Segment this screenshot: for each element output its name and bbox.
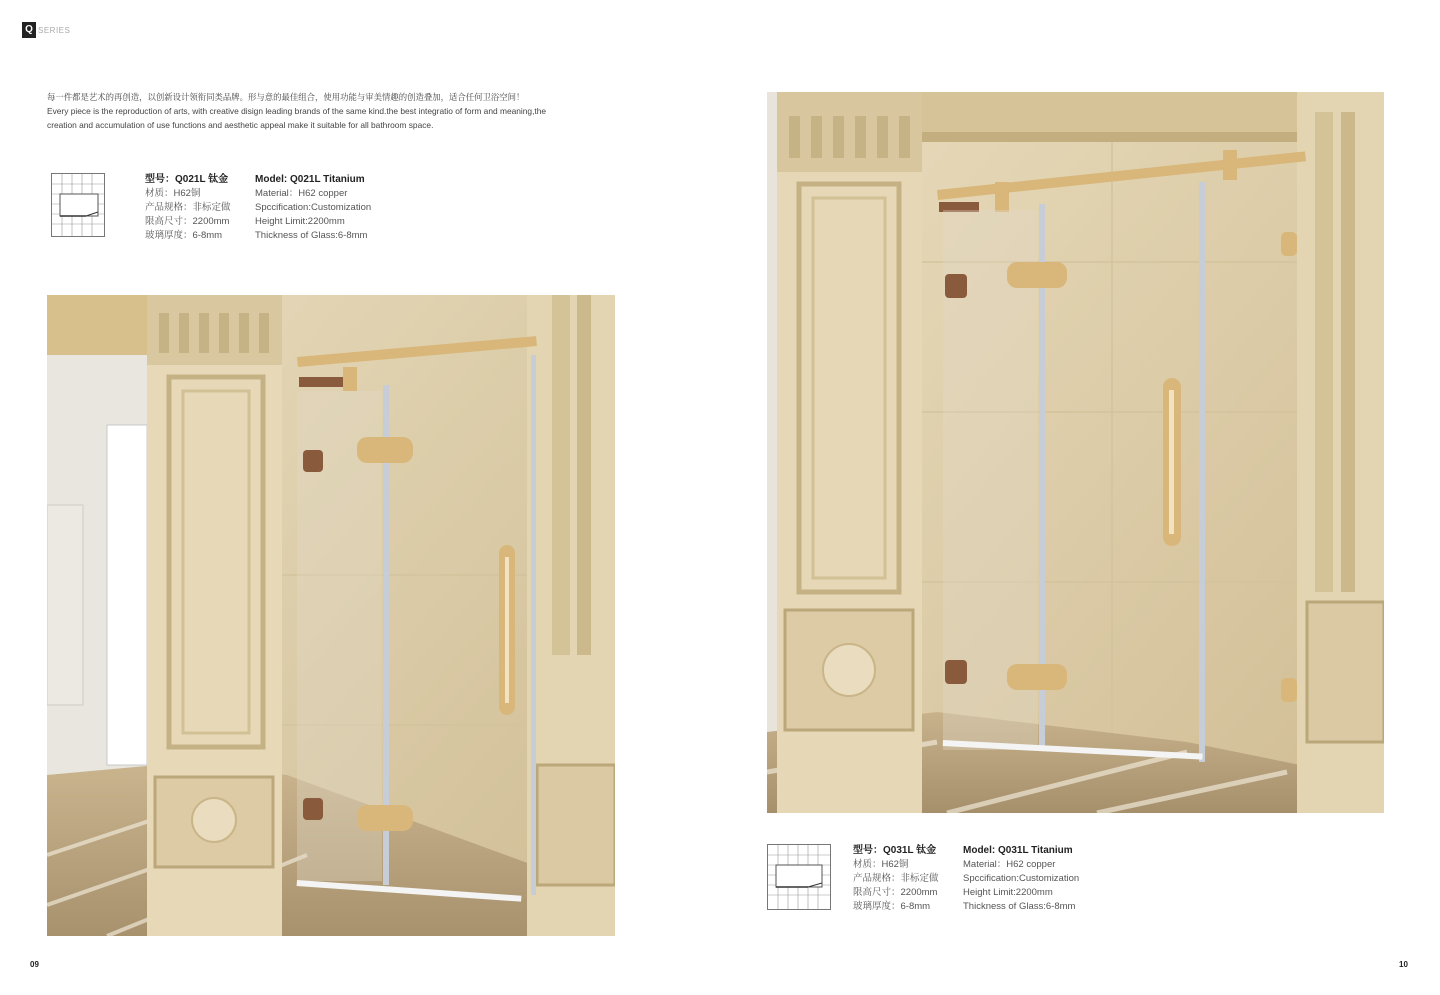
material-en: Material：H62 copper (255, 188, 348, 199)
shower-photo-q031l (767, 92, 1384, 813)
material-en: Material：H62 copper (963, 859, 1056, 870)
page-number-left: 09 (30, 960, 39, 969)
spec-en: Spccification:Customization (963, 873, 1080, 884)
spec-cn: 产品规格：非标定做 (853, 873, 939, 884)
intro-text (47, 90, 567, 132)
series-tag (22, 22, 70, 38)
height-en: Height Limit:2200mm (255, 216, 345, 227)
material-cn: 材质：H62铜 (145, 188, 201, 199)
product-spec-q031l (767, 844, 1079, 914)
series-word: SERIES (38, 25, 71, 35)
intro-en: Every piece is the reproduction of arts, with creative disign leading brands of the same kind.the best integratio of form and meaning,the creation and accumulation of use functions and aesthetic appeal make it suitable for all bathroom space. (47, 106, 547, 130)
shower-photo-q021l (47, 295, 615, 936)
product-title-en: Model: Q031L Titanium (963, 845, 1073, 856)
height-cn: 限高尺寸：2200mm (853, 887, 938, 898)
height-en: Height Limit:2200mm (963, 887, 1053, 898)
product-title-cn: 型号：Q031L 钛金 (853, 845, 937, 856)
page-number-right: 10 (1399, 960, 1408, 969)
series-badge: Q (22, 22, 36, 38)
glass-cn: 玻璃厚度：6-8mm (853, 901, 931, 912)
glass-cn: 玻璃厚度：6-8mm (145, 230, 223, 241)
shower-layout-icon (51, 173, 105, 237)
glass-en: Thickness of Glass:6-8mm (963, 901, 1076, 912)
glass-en: Thickness of Glass:6-8mm (255, 230, 368, 241)
product-title-cn: 型号：Q021L 钛金 (145, 174, 229, 185)
spec-en: Spccification:Customization (255, 202, 372, 213)
spec-cn: 产品规格：非标定做 (145, 202, 231, 213)
height-cn: 限高尺寸：2200mm (145, 216, 230, 227)
product-spec-q021l (51, 173, 371, 243)
material-cn: 材质：H62铜 (853, 859, 909, 870)
product-title-en: Model: Q021L Titanium (255, 174, 365, 185)
shower-layout-icon (767, 844, 831, 910)
intro-cn: 每一件都是艺术的再创造，以创新设计领衔同类品牌。形与意的最佳组合，使用功能与审美情趣的创造叠加，适合任何卫浴空间！ (47, 92, 525, 102)
